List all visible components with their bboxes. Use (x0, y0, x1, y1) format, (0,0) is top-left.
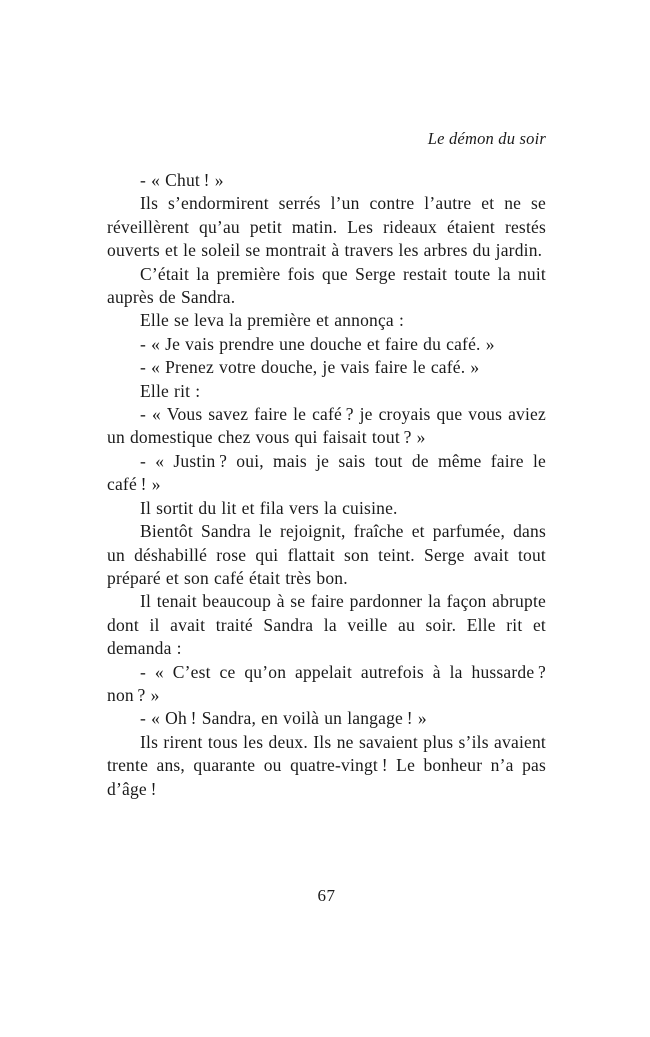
paragraph-dialogue: - « Chut ! » (140, 170, 224, 190)
paragraph-dialogue: - « Justin ? oui, mais je sais tout de même faire le café ! » (107, 450, 546, 495)
paragraph: C’était la première fois que Serge restait toute la nuit auprès de Sandra. (107, 263, 546, 308)
paragraph: Elle rit : (140, 380, 201, 401)
paragraph-dialogue: - « C’est ce qu’on appelait autrefois à la hussarde ? non ? » (107, 661, 546, 705)
running-header: Le démon du soir (427, 129, 546, 148)
paragraph-dialogue: - « Vous savez faire le café ? je croyais que vous aviez un domestique chez vous qui faisait tout ? » (107, 404, 546, 448)
paragraph: Ils s’endormirent serrés l’un contre l’autre et ne se réveillèrent qu’au petit matin. Les rideaux étaient restés ouverts et le soleil se montrait à travers les arbres du jardin. (107, 193, 546, 261)
page-number: 67 (317, 886, 336, 905)
page-body (107, 169, 546, 801)
paragraph: Elle se leva la première et annonça : (140, 310, 405, 331)
paragraph: Il sortit du lit et fila vers la cuisine. (140, 497, 398, 518)
paragraph: Bientôt Sandra le rejoignit, fraîche et parfumée, dans un déshabillé rose qui flattait son teint. Serge avait tout préparé et son café était très bon. (107, 521, 546, 588)
paragraph-dialogue: - « Je vais prendre une douche et faire du café. » (140, 333, 495, 354)
paragraph-dialogue: - « Prenez votre douche, je vais faire le café. » (140, 357, 480, 378)
paragraph-dialogue: - « Oh ! Sandra, en voilà un langage ! » (140, 708, 427, 729)
paragraph: Ils rirent tous les deux. Ils ne savaient plus s’ils avaient trente ans, quarante ou quatre-vingt ! Le bonheur n’a pas d’âge ! (107, 731, 546, 799)
paragraph: Il tenait beaucoup à se faire pardonner la façon abrupte dont il avait traité Sandra la veille au soir. Elle rit et demanda : (107, 591, 546, 659)
